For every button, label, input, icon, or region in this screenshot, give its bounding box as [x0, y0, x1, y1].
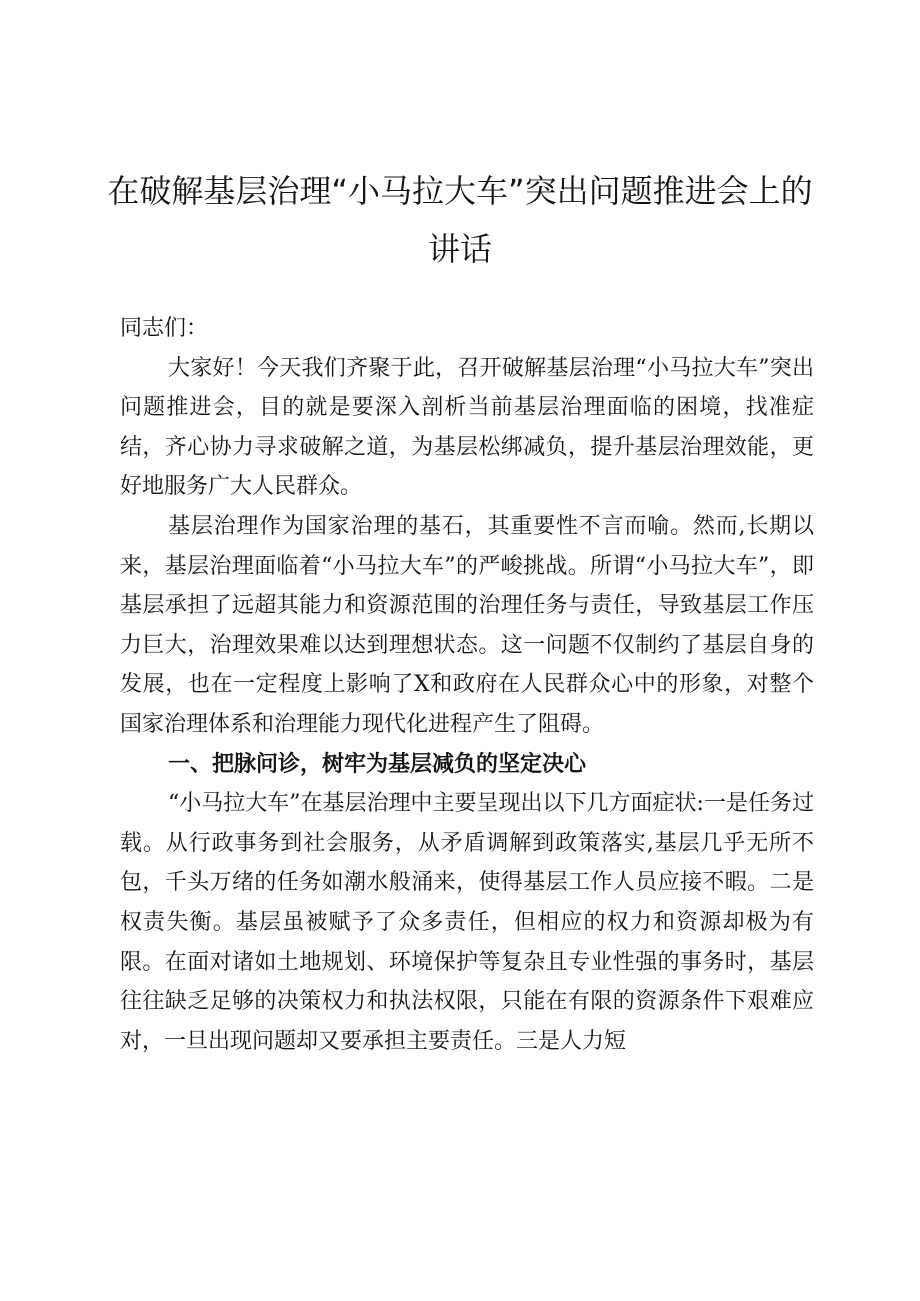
salutation: 同志们：: [120, 316, 209, 341]
section-paragraph-1: “小马拉大车”在基层治理中主要呈现出以下几方面症状:一是任务过载。从行政事务到社会服务，从矛盾调解到政策落实,基层几乎无所不包，千头万绪的任务如潮水般涌来，使得基层工作人员应接不暇。二是权责失衡。基层虽被赋予了众多责任，但相应的权力和资源却极为有限。在面对诸如土地规划、环境保护等复杂且专业性强的事务时，基层往往缺乏足够的决策权力和执法权限，只能在有限的资源条件下艰难应对，一旦出现问题却又要承担主要责任。三是人力短: [120, 791, 814, 1054]
body-paragraph-2: 基层治理作为国家治理的基石，其重要性不言而喻。然而,长期以来，基层治理面临着“小马拉大车”的严峻挑战。所谓“小马拉大车”，即基层承担了远超其能力和资源范围的治理任务与责任，导致基层工作压力巨大，治理效果难以达到理想状态。这一问题不仅制约了基层自身的发展，也在一定程度上影响了X和政府在人民群众心中的形象，对整个国家治理体系和治理能力现代化进程产生了阻碍。: [120, 513, 814, 737]
document-body: [120, 309, 814, 1061]
document-title: 在破解基层治理“小马拉大车”突出问题推进会上的讲话: [107, 172, 813, 268]
section-heading-1: 一、把脉问诊，树牢为基层减负的坚定决心: [168, 750, 587, 777]
body-paragraph-1: 大家好！今天我们齐聚于此，召开破解基层治理“小马拉大车”突出问题推进会，目的就是要深入剖析当前基层治理面临的困境，找准症结，齐心协力寻求破解之道，为基层松绑减负，提升基层治理效能，更好地服务广大人民群众。: [120, 355, 814, 500]
